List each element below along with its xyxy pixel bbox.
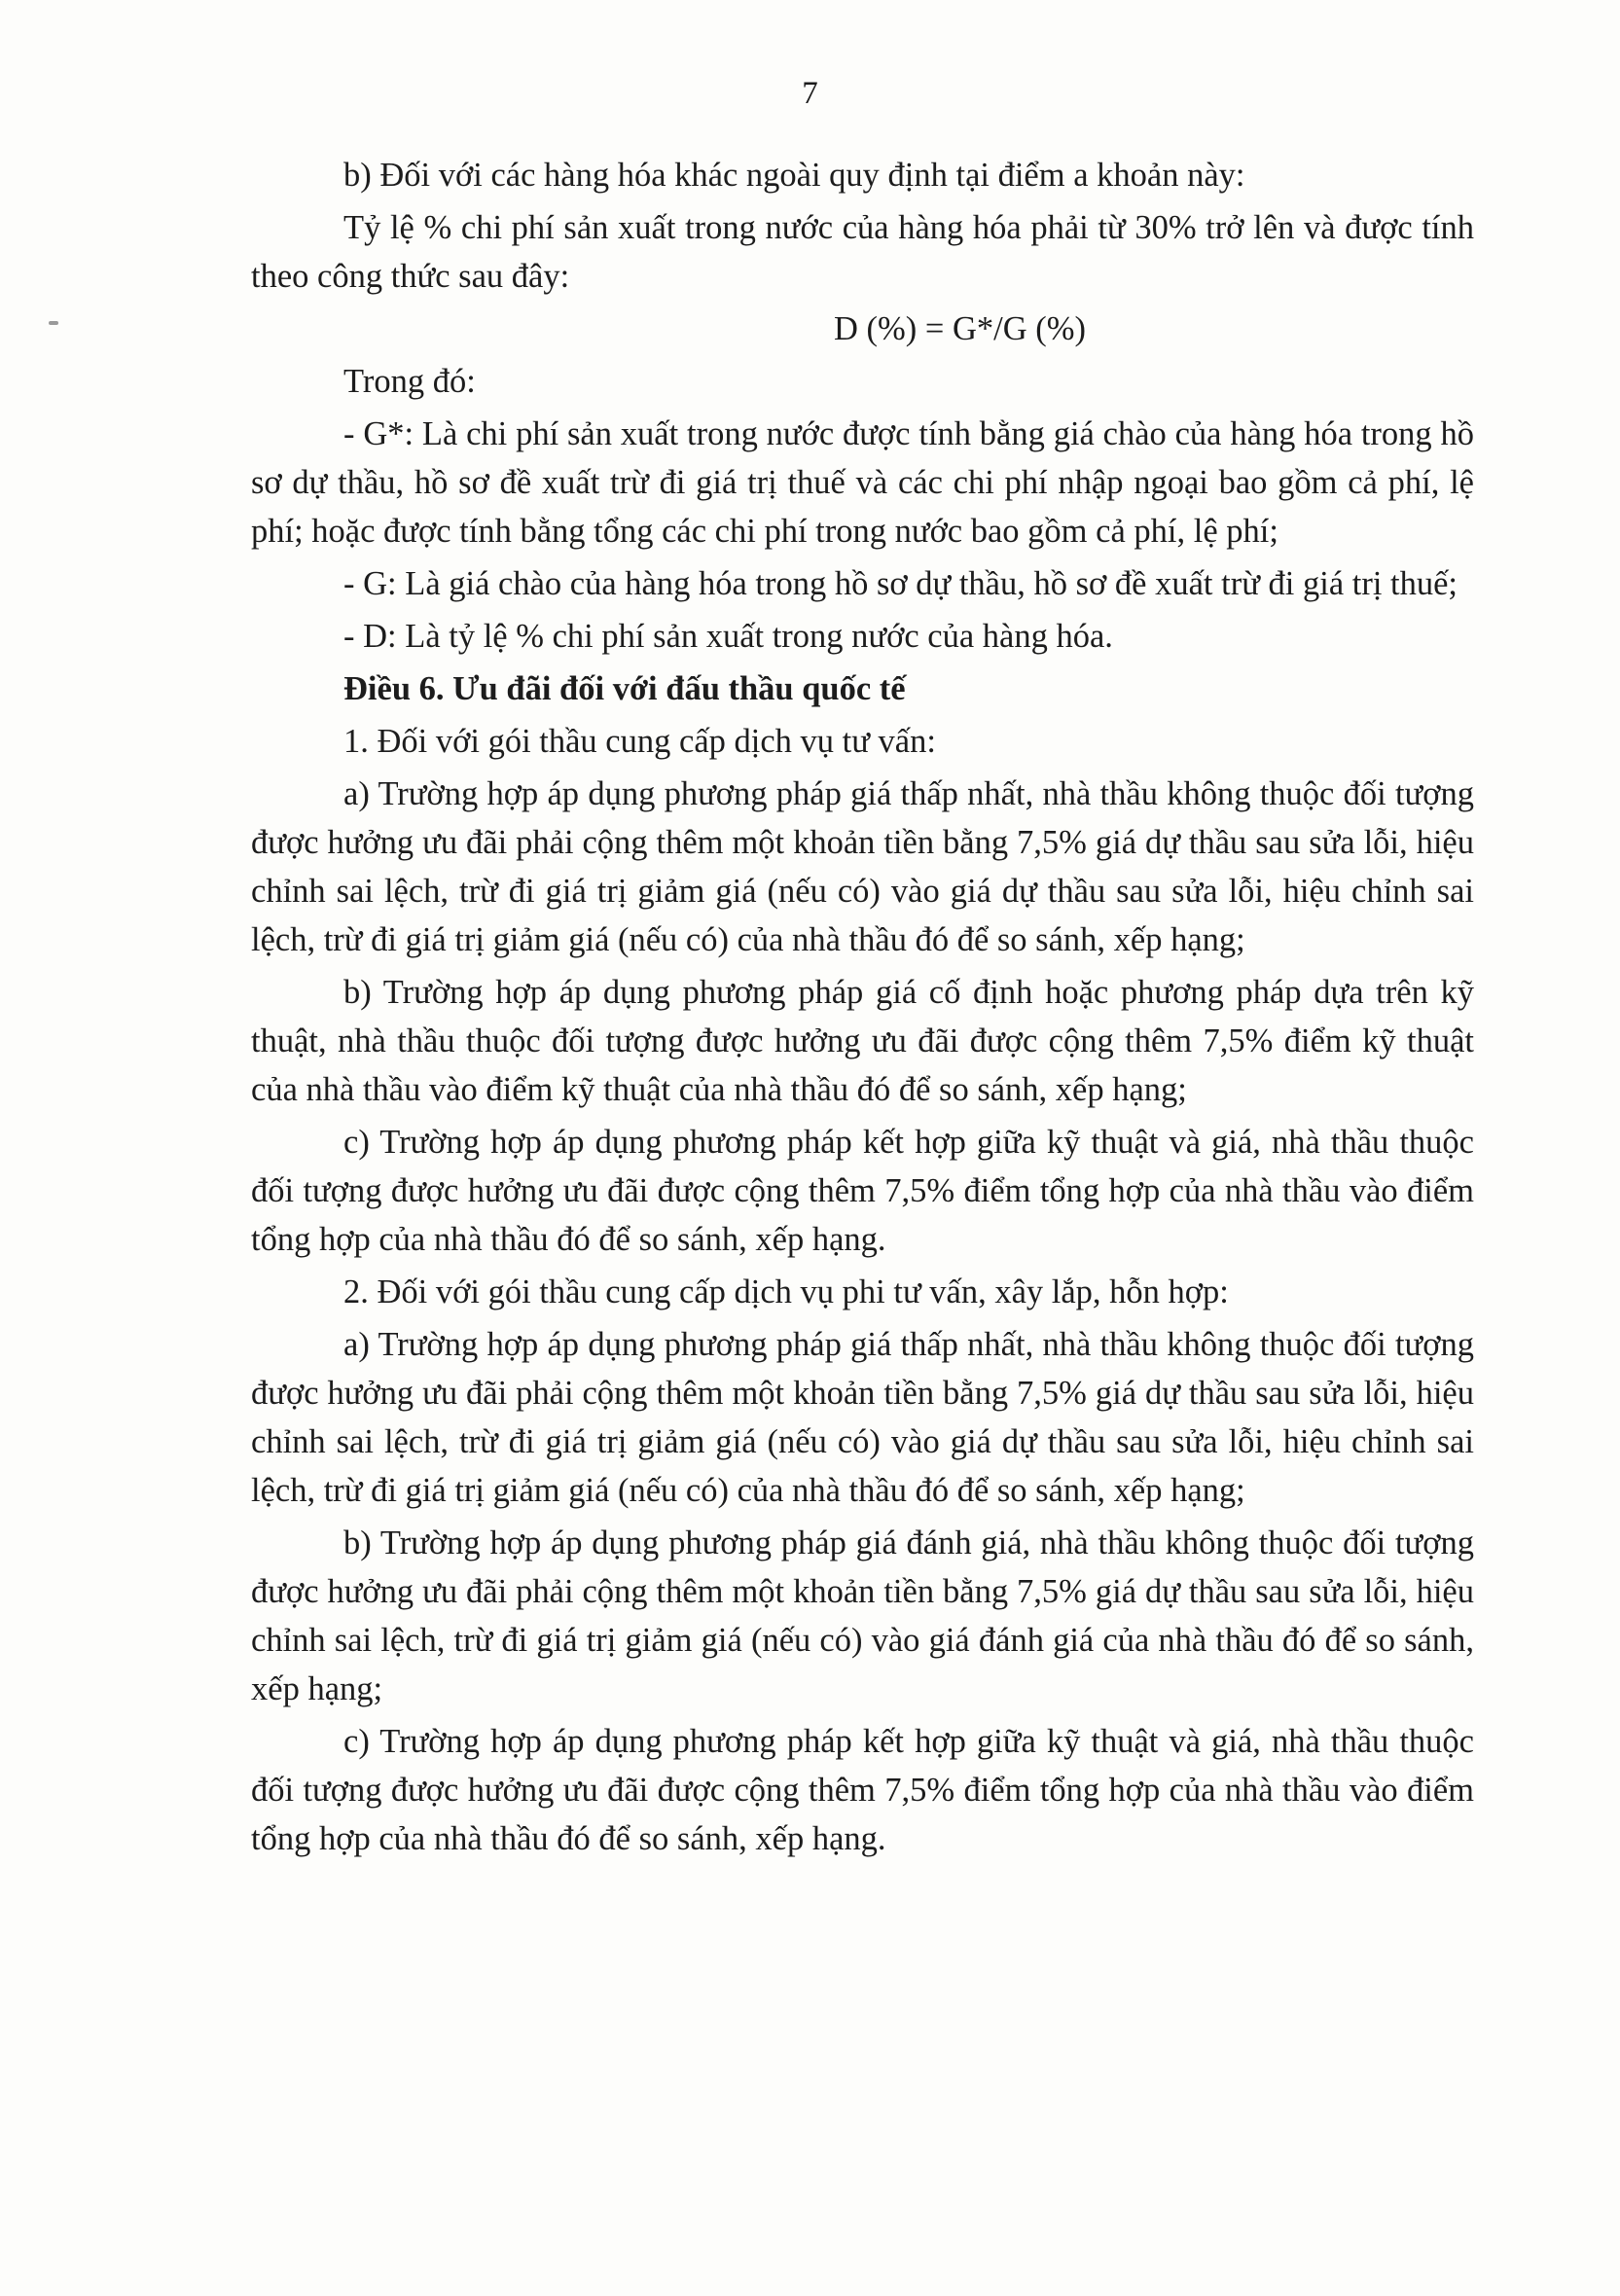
clause-2-point-b: b) Trường hợp áp dụng phương pháp giá đánh giá, nhà thầu không thuộc đối tượng được hưởng ưu đãi phải cộng thêm một khoản tiền bằng 7,5% giá dự thầu sau sửa lỗi, hiệu chỉnh sai lệch, trừ đi giá trị giảm giá (nếu có) vào giá đánh giá của nhà thầu đó để so sánh, xếp hạng;	[251, 1525, 1474, 1707]
clause-1: 1. Đối với gói thầu cung cấp dịch vụ tư vấn:	[343, 723, 936, 760]
clause-1-point-a: a) Trường hợp áp dụng phương pháp giá thấp nhất, nhà thầu không thuộc đối tượng được hưởng ưu đãi phải cộng thêm một khoản tiền bằng 7,5% giá dự thầu sau sửa lỗi, hiệu chỉnh sai lệch, trừ đi giá trị giảm giá (nếu có) vào giá dự thầu sau sửa lỗi, hiệu chỉnh sai lệch, trừ đi giá trị giảm giá (nếu có) của nhà thầu đó để so sánh, xếp hạng;	[251, 775, 1474, 958]
scan-speck	[49, 321, 58, 325]
clause-2: 2. Đối với gói thầu cung cấp dịch vụ phi tư vấn, xây lắp, hỗn hợp:	[343, 1274, 1229, 1310]
clause-2-point-a: a) Trường hợp áp dụng phương pháp giá thấp nhất, nhà thầu không thuộc đối tượng được hưởng ưu đãi phải cộng thêm một khoản tiền bằng 7,5% giá dự thầu sau sửa lỗi, hiệu chỉnh sai lệch, trừ đi giá trị giảm giá (nếu có) vào giá dự thầu sau sửa lỗi, hiệu chỉnh sai lệch, trừ đi giá trị giảm giá (nếu có) của nhà thầu đó để so sánh, xếp hạng;	[251, 1326, 1474, 1509]
definition-g: - G: Là giá chào của hàng hóa trong hồ sơ dự thầu, hồ sơ đề xuất trừ đi giá trị thuế;	[343, 565, 1458, 602]
paragraph-point-b: b) Đối với các hàng hóa khác ngoài quy định tại điểm a khoản này:	[343, 157, 1245, 194]
clause-1-point-c: c) Trường hợp áp dụng phương pháp kết hợp giữa kỹ thuật và giá, nhà thầu thuộc đối tượng được hưởng ưu đãi được cộng thêm 7,5% điểm tổng hợp của nhà thầu vào điểm tổng hợp của nhà thầu đó để so sánh, xếp hạng.	[251, 1124, 1474, 1258]
clause-1-point-b: b) Trường hợp áp dụng phương pháp giá cố định hoặc phương pháp dựa trên kỹ thuật, nhà thầu thuộc đối tượng được hưởng ưu đãi được cộng thêm 7,5% điểm kỹ thuật của nhà thầu vào điểm kỹ thuật của nhà thầu đó để so sánh, xếp hạng;	[251, 974, 1474, 1108]
page-number: 7	[802, 76, 818, 111]
paragraph-domestic-cost-ratio: Tỷ lệ % chi phí sản xuất trong nước của hàng hóa phải từ 30% trở lên và được tính theo công thức sau đây:	[251, 209, 1474, 295]
clause-2-point-c: c) Trường hợp áp dụng phương pháp kết hợp giữa kỹ thuật và giá, nhà thầu thuộc đối tượng được hưởng ưu đãi được cộng thêm 7,5% điểm tổng hợp của nhà thầu vào điểm tổng hợp của nhà thầu đó để so sánh, xếp hạng.	[251, 1723, 1474, 1857]
paragraph-where: Trong đó:	[343, 363, 476, 400]
article-6-heading: Điều 6. Ưu đãi đối với đấu thầu quốc tế	[343, 670, 906, 707]
definition-d: - D: Là tỷ lệ % chi phí sản xuất trong nước của hàng hóa.	[343, 618, 1113, 655]
formula: D (%) = G*/G (%)	[834, 310, 1086, 347]
document-body	[251, 151, 1474, 1867]
definition-g-star: - G*: Là chi phí sản xuất trong nước được tính bằng giá chào của hàng hóa trong hồ sơ dự thầu, hồ sơ đề xuất trừ đi giá trị thuế và các chi phí nhập ngoại bao gồm cả phí, lệ phí; hoặc được tính bằng tổng các chi phí trong nước bao gồm cả phí, lệ phí;	[251, 415, 1474, 550]
